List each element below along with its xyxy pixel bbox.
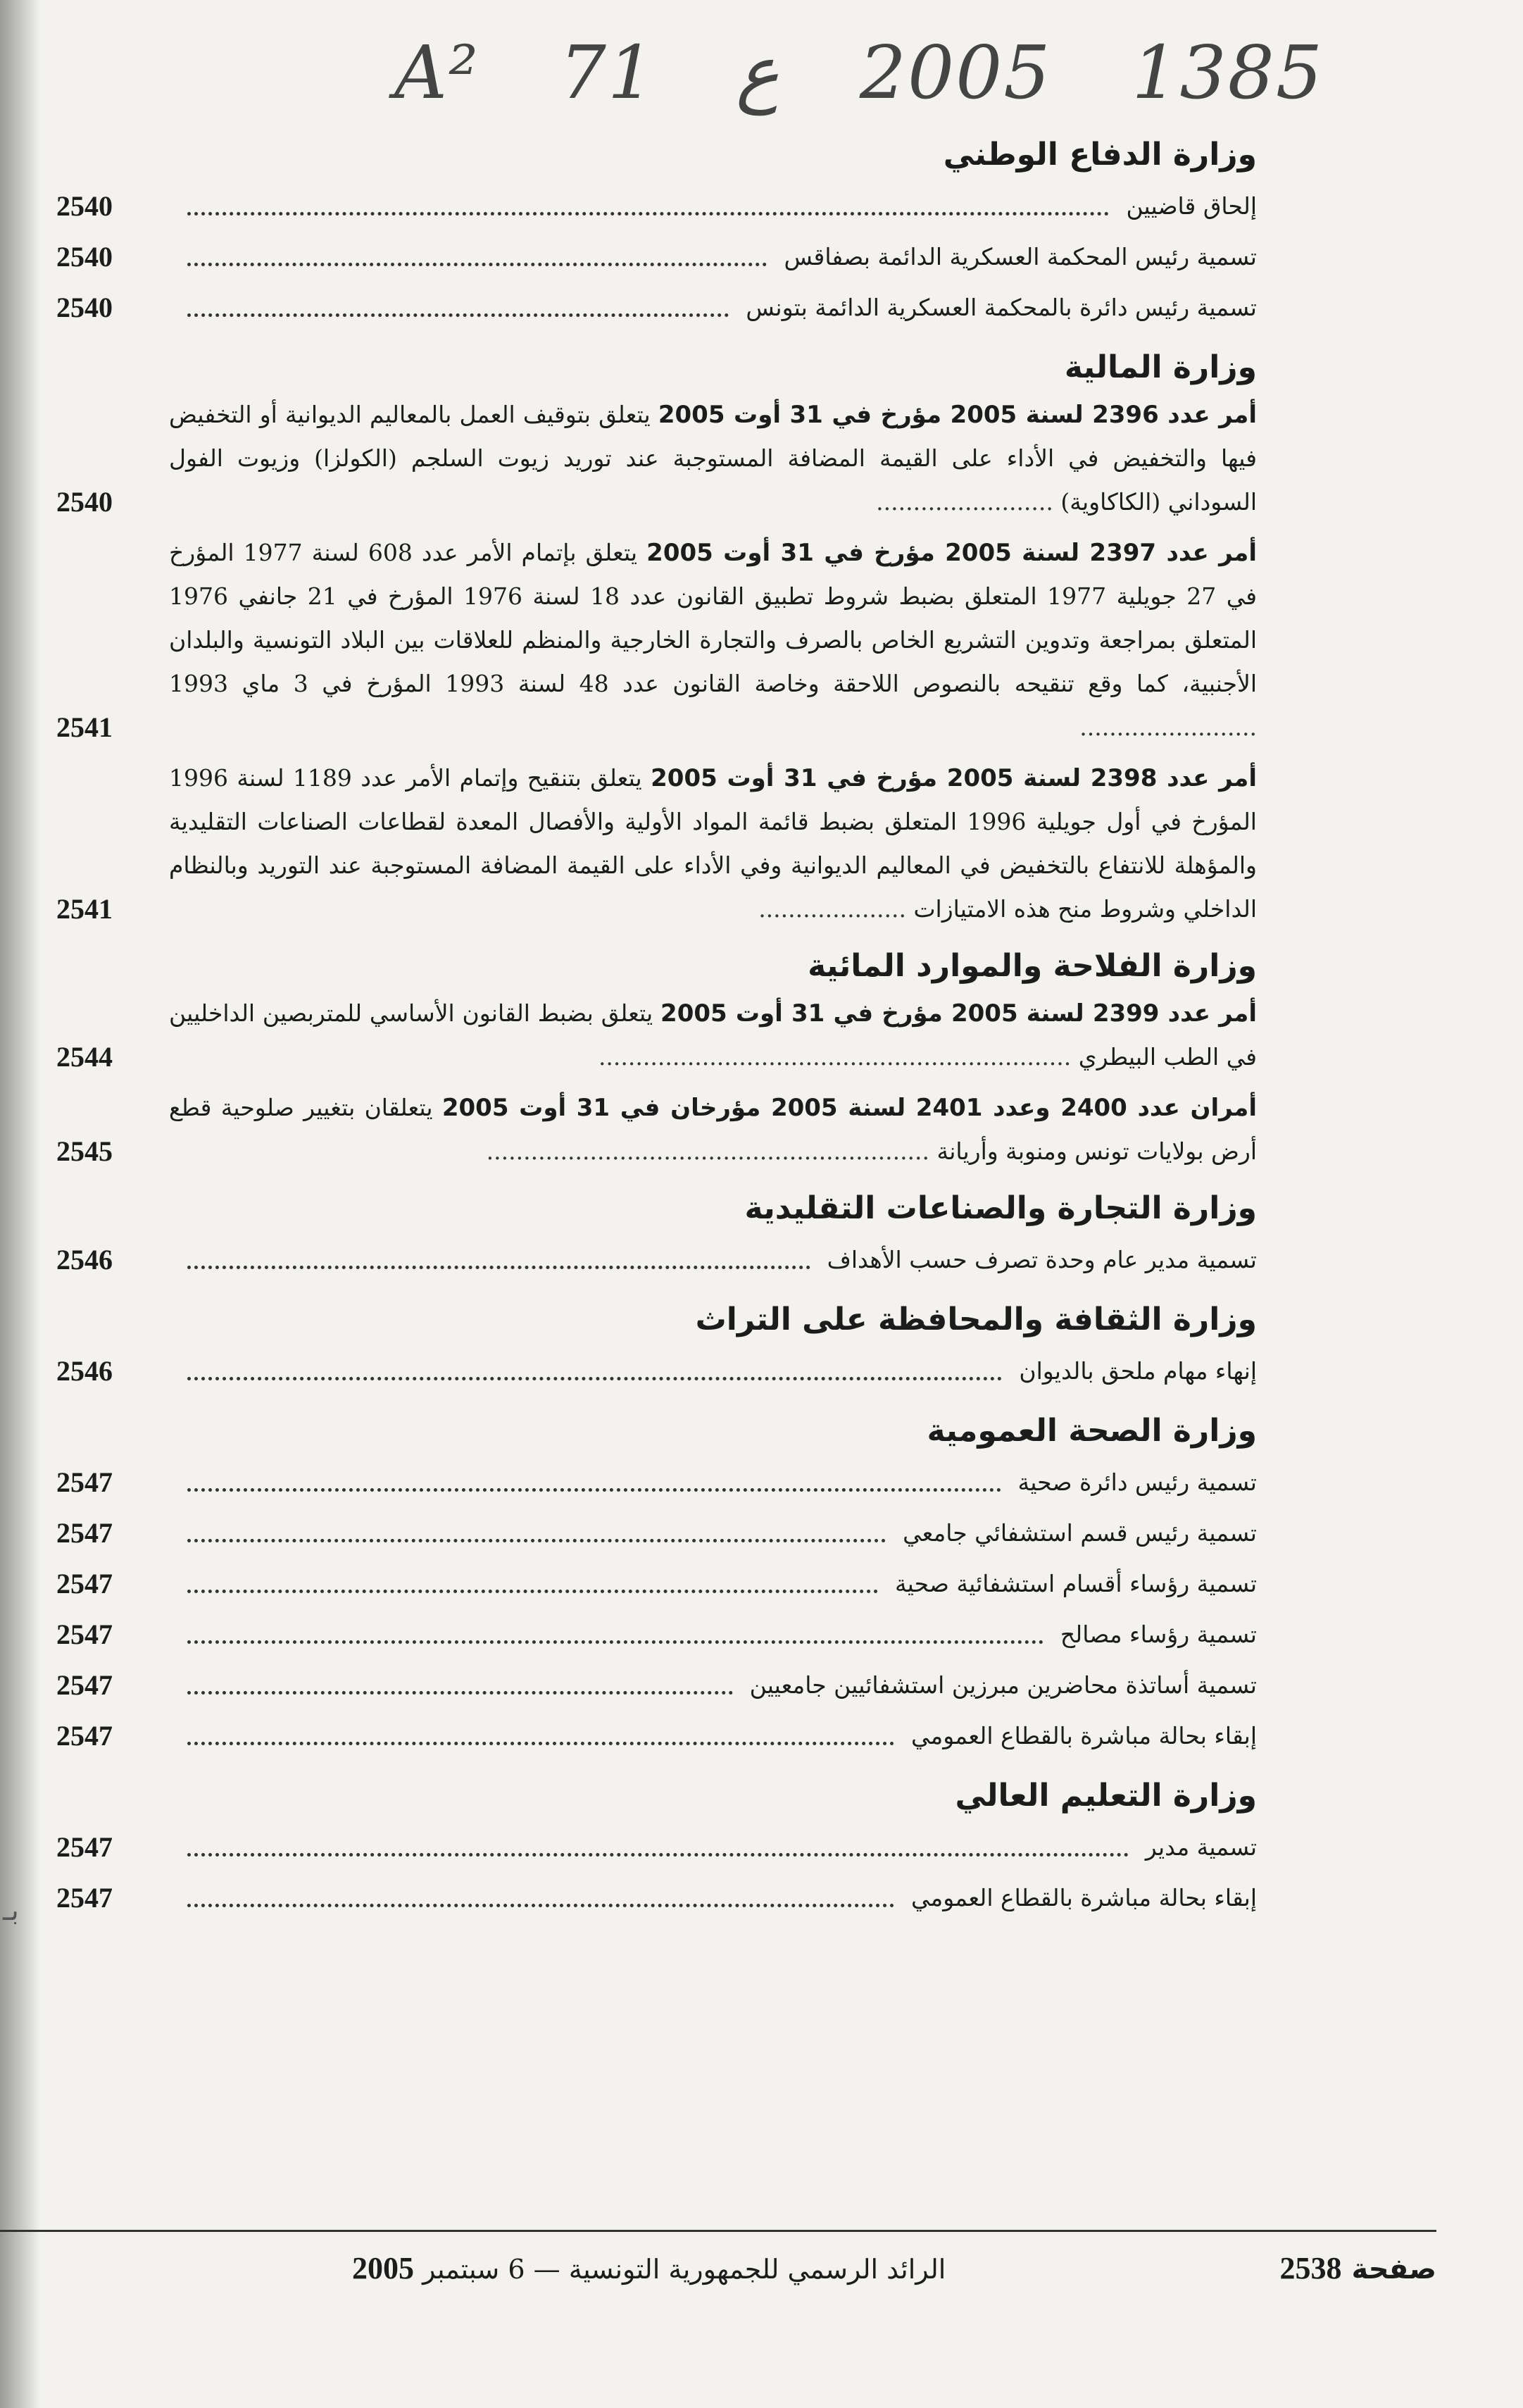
- item-page: 2540: [56, 240, 113, 273]
- dot-leader: [187, 263, 767, 266]
- list-item: [56, 1872, 1257, 1923]
- decree-subject: يتعلق بضبط القانون الأساسي للمتربصين الداخليين في الطب البيطري: [169, 999, 1257, 1071]
- dot-leader: ........................: [1079, 713, 1257, 741]
- item-page: 2544: [56, 1041, 113, 1073]
- list-item: [56, 1507, 1257, 1558]
- item-page: 2547: [56, 1719, 113, 1752]
- decree-subject: يتعلق بإتمام الأمر عدد 608 لسنة 1977 المؤرخ في 27 جويلية 1977 المتعلق بضبط شروط تطبيق القانون عدد 18 لسنة 1976 المؤرخ في 21 جانفي 1976 المتعلق بمراجعة وتدوين التشريع الخاص بالصرف والتجارة الخارجية والمنظم للعلاقات بين البلاد التونسية والبلدان الأجنبية، كما وقع تنقيحه بالنصوص اللاحقة وخاصة القانون عدد 48 لسنة 1993 المؤرخ في 3 ماي 1993: [169, 539, 1258, 697]
- item-page: 2547: [56, 1466, 113, 1498]
- list-item: [56, 1558, 1257, 1609]
- item-title: إنهاء مهام ملحق بالديوان: [1019, 1356, 1257, 1385]
- dot-leader: [187, 1691, 733, 1695]
- item-page: 2547: [56, 1516, 113, 1549]
- handwritten-annotation-part: 71: [559, 30, 656, 116]
- footer-year: 2005: [352, 2250, 414, 2285]
- section-title: وزارة التجارة والصناعات التقليدية: [744, 1190, 1257, 1226]
- handwritten-annotation-part: 1385: [1132, 30, 1324, 116]
- list-item: [56, 1086, 1257, 1173]
- item-page: 2540: [56, 189, 113, 222]
- section-finance: [56, 342, 1257, 931]
- item-title: تسمية رئيس دائرة بالمحكمة العسكرية الدائمة بتونس: [746, 293, 1257, 321]
- scan-edge-shadow: [0, 0, 41, 2408]
- decree-reference: أمر عدد 2398 لسنة 2005 مؤرخ في 31 أوت 2005: [651, 764, 1257, 792]
- entry-text: [169, 992, 1257, 1079]
- list-item: [56, 1659, 1257, 1710]
- dot-leader: [187, 1640, 1043, 1644]
- item-title: تسمية أساتذة محاضرين مبرزين استشفائيين جامعيين: [749, 1671, 1257, 1699]
- entry-text: [169, 531, 1257, 749]
- page-footer: [352, 2240, 1436, 2296]
- dot-leader: [187, 212, 1109, 216]
- decree-subject: يتعلقان بتغيير صلوحية قطع أرض بولايات تونس ومنوبة وأريانة: [169, 1094, 1257, 1165]
- item-title: تسمية رؤساء مصالح: [1060, 1620, 1257, 1648]
- list-item: [56, 282, 1257, 332]
- handwritten-annotation-part: ع: [735, 30, 779, 116]
- footer-divider: [0, 2230, 1436, 2232]
- decree-reference: أمران عدد 2400 وعدد 2401 لسنة 2005 مؤرخان في 31 أوت 2005: [441, 1094, 1257, 1122]
- dot-leader: [187, 1377, 1002, 1380]
- entry-text: [169, 1086, 1257, 1173]
- item-title: إبقاء بحالة مباشرة بالقطاع العمومي: [911, 1883, 1257, 1911]
- item-page: 2540: [56, 291, 113, 323]
- section-higher-education: [56, 1771, 1257, 1923]
- dot-leader: [187, 1266, 810, 1269]
- item-page: 2547: [56, 1567, 113, 1599]
- decree-reference: أمر عدد 2397 لسنة 2005 مؤرخ في 31 أوت 2005: [646, 539, 1258, 567]
- section-title: وزارة الفلاحة والموارد المائية: [808, 948, 1257, 984]
- handwritten-annotation: [394, 20, 1324, 125]
- item-page: 2540: [56, 486, 113, 518]
- item-title: تسمية مدير عام وحدة تصرف حسب الأهداف: [827, 1245, 1257, 1273]
- dot-leader: ............................................................: [486, 1137, 930, 1165]
- dot-leader: [187, 1904, 894, 1907]
- section-title: وزارة المالية: [1064, 349, 1257, 385]
- section-culture: [56, 1295, 1257, 1396]
- item-page: 2547: [56, 1668, 113, 1701]
- dot-leader: [187, 313, 729, 317]
- item-title: إلحاق قاضيين: [1126, 192, 1257, 220]
- dot-leader: ................................................................: [598, 1043, 1072, 1071]
- list-item: [56, 756, 1257, 931]
- handwritten-annotation-part: 2005: [859, 30, 1052, 116]
- dot-leader: [187, 1742, 894, 1745]
- scan-edge-mark: بـ: [3, 1895, 19, 1927]
- entry-text: [169, 393, 1257, 524]
- list-item: [56, 1456, 1257, 1507]
- item-page: 2547: [56, 1830, 113, 1863]
- handwritten-annotation-part: A²: [394, 30, 480, 116]
- section-title: وزارة الثقافة والمحافظة على التراث: [695, 1302, 1257, 1337]
- item-page: 2546: [56, 1243, 113, 1275]
- item-title: تسمية رؤساء أقسام استشفائية صحية: [894, 1569, 1257, 1597]
- table-of-contents: [56, 120, 1257, 1930]
- list-item: [56, 531, 1257, 749]
- item-title: تسمية رئيس المحكمة العسكرية الدائمة بصفاقس: [784, 242, 1257, 270]
- item-page: 2547: [56, 1618, 113, 1650]
- list-item: [56, 992, 1257, 1079]
- decree-subject: يتعلق بتوقيف العمل بالمعاليم الديوانية أو التخفيض فيها والتخفيض في الأداء على القيمة المضافة المستوجبة عند توريد زيوت السلجم (الكولزا) وزيوت الفول السوداني (الكاكاوية): [169, 401, 1257, 516]
- item-title: تسمية رئيس دائرة صحية: [1017, 1468, 1257, 1496]
- footer-journal: [352, 2250, 946, 2286]
- dot-leader: ........................: [876, 488, 1053, 516]
- list-item: [56, 393, 1257, 524]
- section-agriculture: [56, 941, 1257, 1173]
- item-page: 2546: [56, 1354, 113, 1387]
- section-commerce: [56, 1183, 1257, 1285]
- section-health: [56, 1406, 1257, 1761]
- section-defense: [56, 130, 1257, 332]
- item-title: تسمية رئيس قسم استشفائي جامعي: [903, 1518, 1257, 1547]
- section-title: وزارة الصحة العمومية: [927, 1413, 1257, 1449]
- decree-reference: أمر عدد 2399 لسنة 2005 مؤرخ في 31 أوت 2005: [660, 999, 1257, 1028]
- list-item: [56, 1609, 1257, 1659]
- dot-leader: [187, 1853, 1129, 1857]
- item-title: تسمية مدير: [1145, 1833, 1257, 1861]
- list-item: [56, 180, 1257, 231]
- dot-leader: [187, 1539, 886, 1542]
- list-item: [56, 1710, 1257, 1761]
- item-page: 2545: [56, 1135, 113, 1167]
- item-page: 2541: [56, 711, 113, 743]
- footer-page-value: 2538: [1279, 2250, 1342, 2285]
- list-item: [56, 1821, 1257, 1872]
- section-title: وزارة الدفاع الوطني: [943, 137, 1257, 173]
- item-title: إبقاء بحالة مباشرة بالقطاع العمومي: [911, 1721, 1257, 1749]
- list-item: [56, 1345, 1257, 1396]
- list-item: [56, 1234, 1257, 1285]
- decree-reference: أمر عدد 2396 لسنة 2005 مؤرخ في 31 أوت 2005: [658, 401, 1257, 429]
- dot-leader: [187, 1488, 1001, 1492]
- footer-journal-name: الرائد الرسمي للجمهورية التونسية — 6 سبتمبر: [422, 2253, 946, 2285]
- section-title: وزارة التعليم العالي: [955, 1778, 1257, 1814]
- item-page: 2547: [56, 1881, 113, 1914]
- footer-page-label: صفحة: [1351, 2252, 1436, 2285]
- entry-text: [169, 756, 1257, 931]
- footer-page-number: [1280, 2250, 1436, 2286]
- dot-leader: [187, 1590, 878, 1593]
- decree-subject: يتعلق بتنقيح وإتمام الأمر عدد 1189 لسنة 1996 المؤرخ في أول جويلية 1996 المتعلق بضبط قائمة المواد الأولية والأفصال المعدة لقطاعات الصناعات التقليدية والمؤهلة للانتفاع بالتخفيض في المعاليم الديوانية وفي الأداء على القيمة المضافة المستوجبة عند التوريد وبالنظام الداخلي وشروط منح هذه الامتيازات: [169, 764, 1257, 923]
- item-page: 2541: [56, 893, 113, 925]
- list-item: [56, 231, 1257, 282]
- dot-leader: ....................: [758, 895, 906, 923]
